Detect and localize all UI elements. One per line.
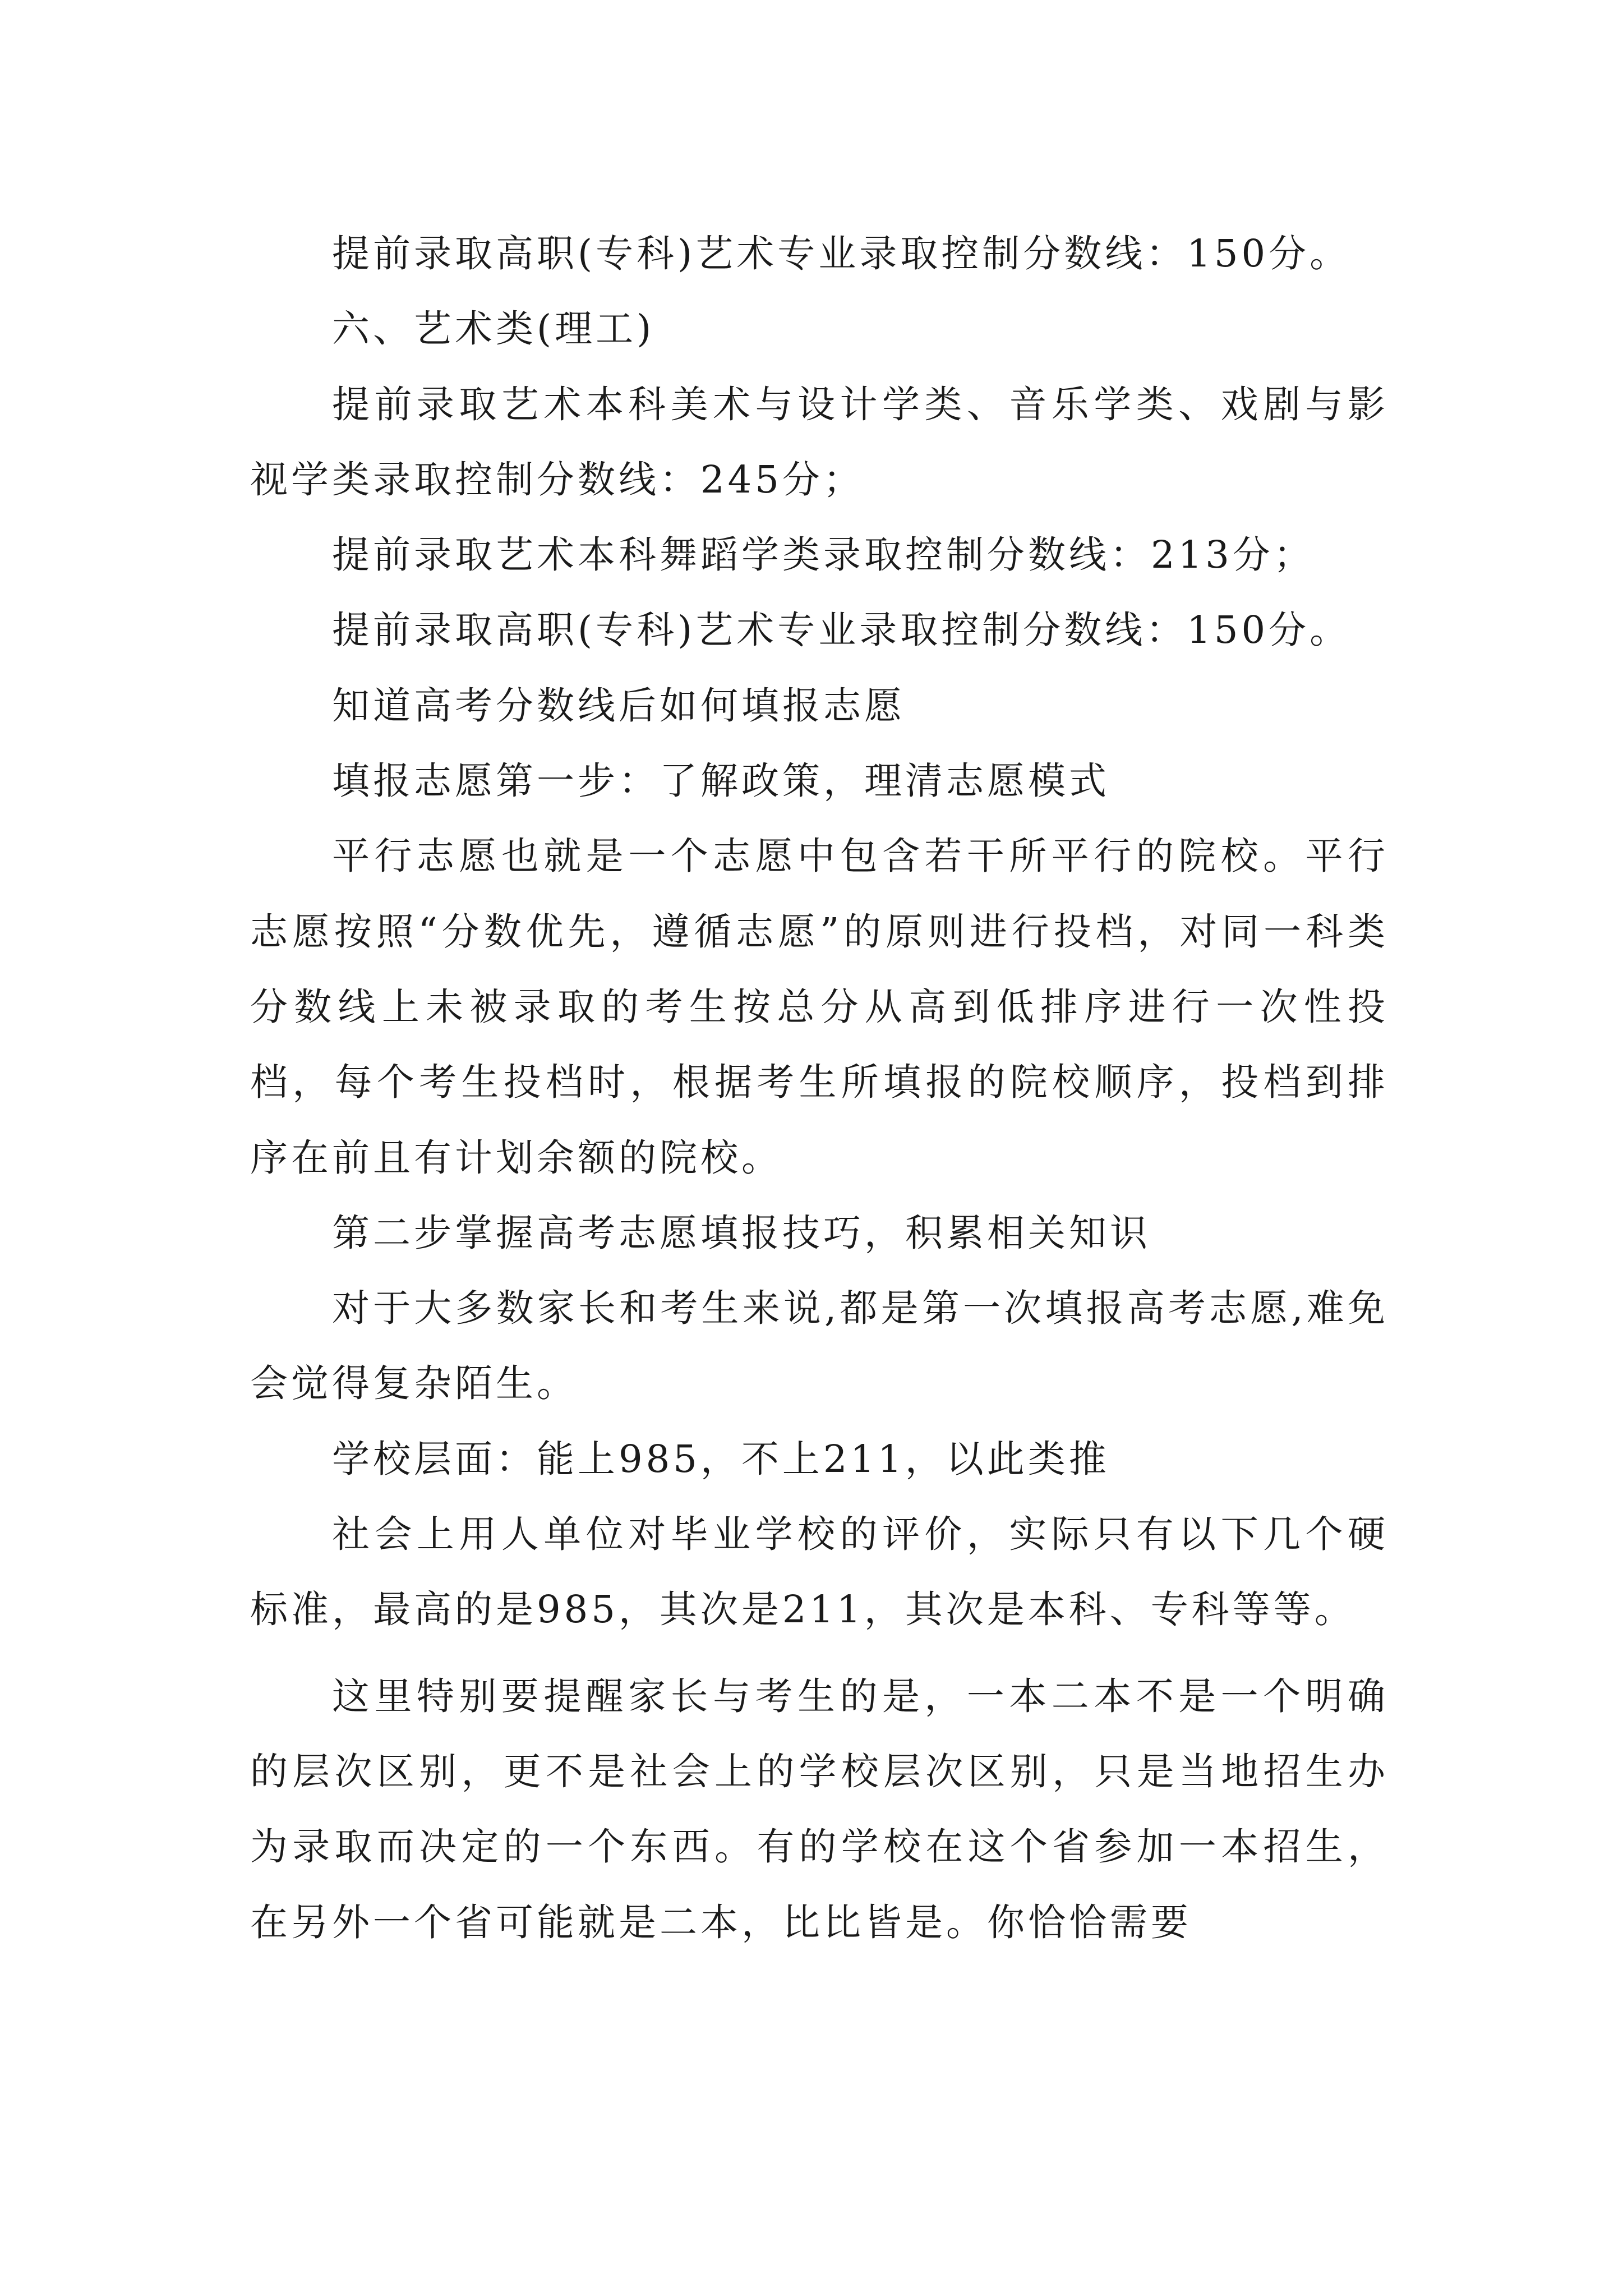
document-body xyxy=(250,216,1389,1960)
paragraph-art-vocational-score-1: 提前录取高职(专科)艺术专业录取控制分数线：150分。 xyxy=(332,232,1351,275)
paragraph-art-undergrad-dance-score: 提前录取艺术本科舞蹈学类录取控制分数线：213分； xyxy=(332,533,1315,577)
paragraph-art-vocational-score-2: 提前录取高职(专科)艺术专业录取控制分数线：150分。 xyxy=(332,608,1351,652)
paragraph-gap xyxy=(250,1648,1389,1659)
heading-school-level: 学校层面：能上985，不上211，以此类推 xyxy=(332,1437,1110,1481)
section-heading-art-science: 六、艺术类(理工) xyxy=(332,307,655,351)
heading-step-one: 填报志愿第一步：了解政策，理清志愿模式 xyxy=(332,759,1110,803)
paragraph-art-undergrad-design-music-drama-score: 提前录取艺术本科美术与设计学类、音乐学类、戏剧与影视学类录取控制分数线：245分； xyxy=(250,382,1389,501)
paragraph-tier-reminder: 这里特别要提醒家长与考生的是，一本二本不是一个明确的层次区别，更不是社会上的学校层次区别，只是当地招生办为录取而决定的一个东西。有的学校在这个省参加一本招生，在另外一个省可能就是二本，比比皆是。你恰恰需要 xyxy=(250,1674,1389,1944)
heading-how-to-apply: 知道高考分数线后如何填报志愿 xyxy=(332,683,905,728)
heading-step-two: 第二步掌握高考志愿填报技巧，积累相关知识 xyxy=(332,1211,1151,1255)
paragraph-employer-evaluation: 社会上用人单位对毕业学校的评价，实际只有以下几个硬标准，最高的是985，其次是211，其次是本科、专科等等。 xyxy=(250,1512,1389,1632)
paragraph-first-time-application: 对于大多数家长和考生来说,都是第一次填报高考志愿,难免会觉得复杂陌生。 xyxy=(250,1286,1389,1406)
paragraph-parallel-application: 平行志愿也就是一个志愿中包含若干所平行的院校。平行志愿按照“分数优先，遵循志愿”的原则进行投档，对同一科类分数线上未被录取的考生按总分从高到低排序进行一次性投档，每个考生投档时，根据考生所填报的院校顺序，投档到排序在前且有计划余额的院校。 xyxy=(250,834,1389,1180)
